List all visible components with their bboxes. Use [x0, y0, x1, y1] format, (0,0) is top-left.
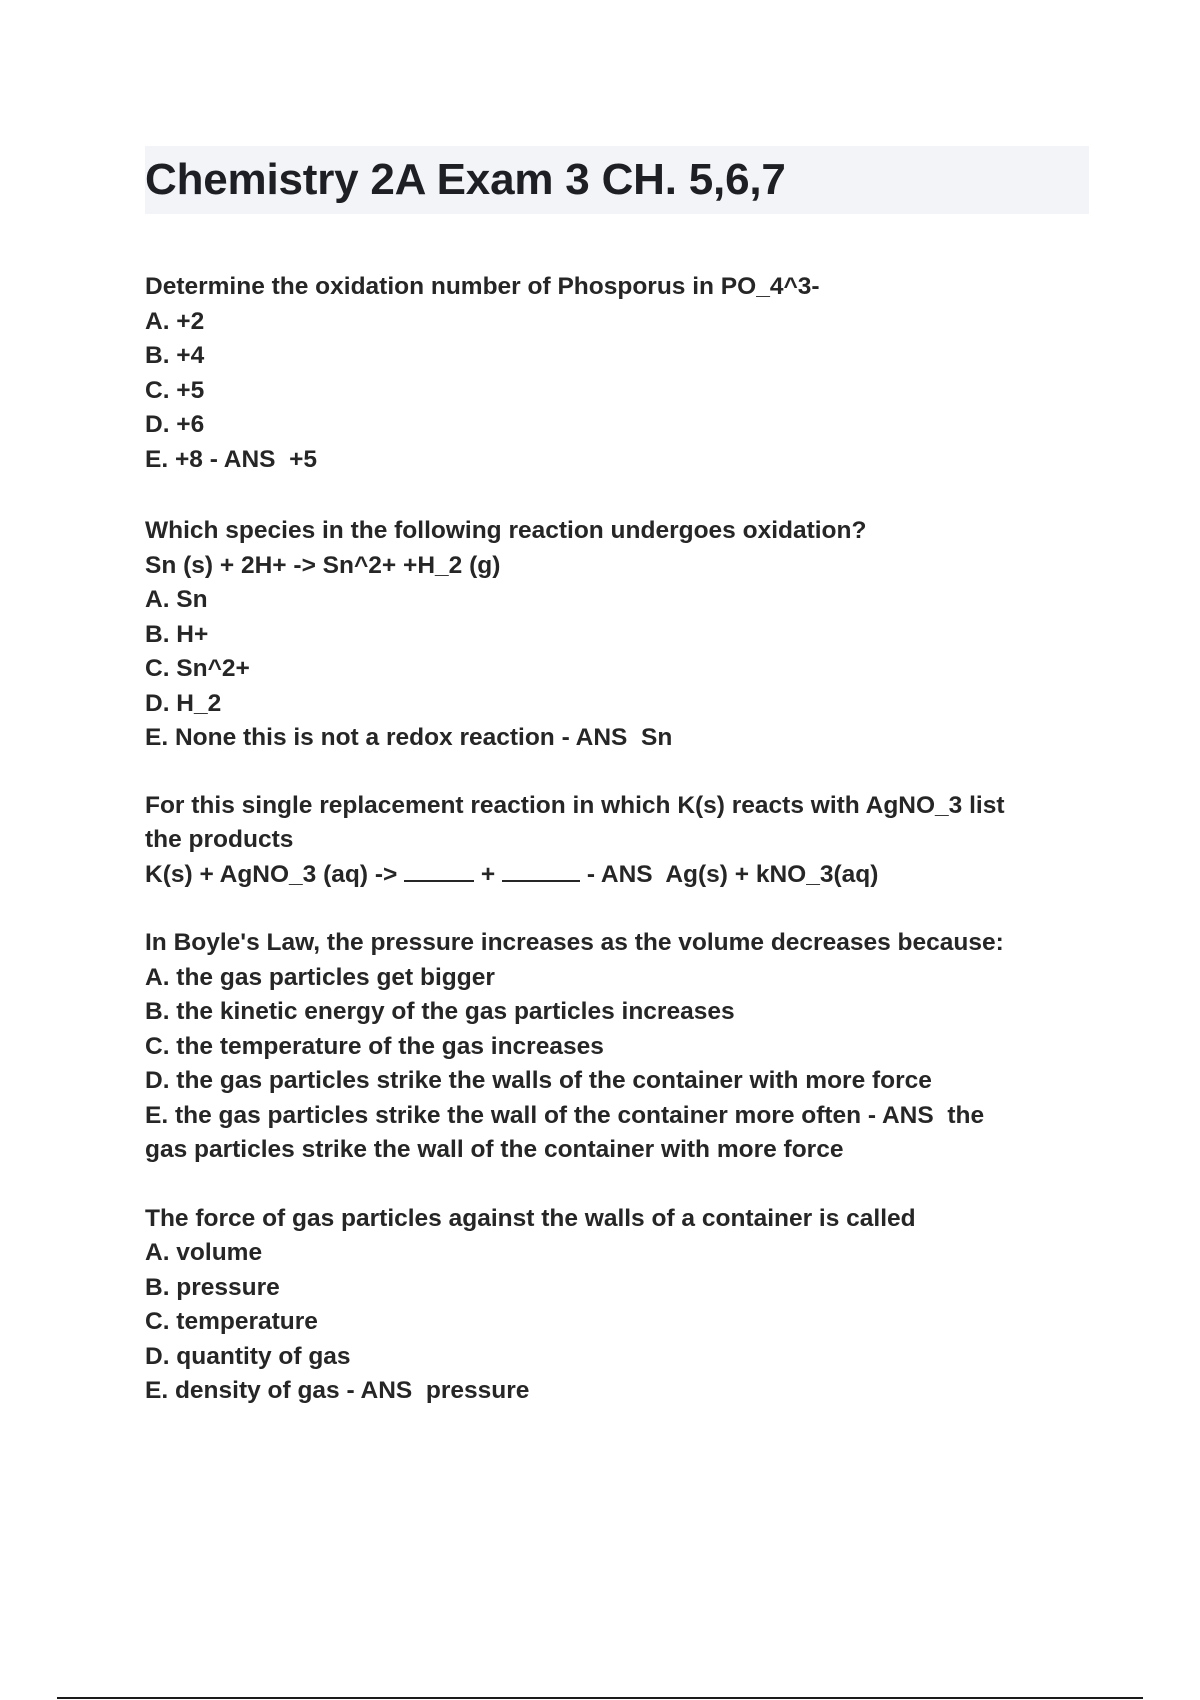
- question-1-prompt: Determine the oxidation number of Phosporus in PO_4^3-: [145, 273, 820, 300]
- question-2-option-b: B. H+: [145, 620, 209, 648]
- answer-blank-2: [502, 860, 580, 882]
- question-4-option-c: C. the temperature of the gas increases: [145, 1032, 604, 1060]
- question-5-option-d: D. quantity of gas: [145, 1342, 351, 1370]
- question-4-option-e-answer-line-2: gas particles strike the wall of the container with more force: [145, 1136, 844, 1163]
- question-5-prompt: The force of gas particles against the walls of a container is called: [145, 1204, 916, 1232]
- question-5: [145, 1202, 1085, 1409]
- question-3-answer: - ANS Ag(s) + kNO_3(aq): [580, 860, 879, 888]
- question-1-option-d: D. +6: [145, 411, 205, 438]
- question-3-equation: [145, 858, 1085, 893]
- question-2-equation: Sn (s) + 2H+ -> Sn^2+ +H_2 (g): [145, 551, 501, 579]
- question-2-option-e-answer: E. None this is not a redox reaction - ANS Sn: [145, 724, 673, 751]
- question-4-option-b: B. the kinetic energy of the gas particles increases: [145, 998, 735, 1025]
- question-4-option-a: A. the gas particles get bigger: [145, 963, 495, 991]
- question-4-prompt: In Boyle's Law, the pressure increases as the volume decreases because:: [145, 929, 1004, 956]
- question-list: [145, 270, 1085, 1409]
- question-2-option-c: C. Sn^2+: [145, 655, 250, 682]
- question-5-option-b: B. pressure: [145, 1273, 280, 1301]
- question-2-option-d: D. H_2: [145, 689, 222, 717]
- question-3-equation-plus: +: [474, 860, 503, 888]
- question-1-option-e-answer: E. +8 - ANS +5: [145, 445, 318, 473]
- document-title: Chemistry 2A Exam 3 CH. 5,6,7: [145, 155, 786, 204]
- question-2-option-a: A. Sn: [145, 586, 208, 613]
- question-3-prompt-line-2: the products: [145, 826, 294, 853]
- question-2: [145, 514, 1085, 756]
- question-4-option-e-answer-line-1: E. the gas particles strike the wall of the container more often - ANS the: [145, 1101, 985, 1129]
- question-3: [145, 789, 1085, 893]
- question-1-option-b: B. +4: [145, 342, 205, 369]
- question-1-option-c: C. +5: [145, 376, 205, 404]
- answer-blank-1: [404, 860, 474, 882]
- question-5-option-e-answer: E. density of gas - ANS pressure: [145, 1377, 530, 1404]
- question-1: [145, 270, 1085, 477]
- question-5-option-a: A. volume: [145, 1239, 263, 1266]
- question-4-option-d: D. the gas particles strike the walls of the container with more force: [145, 1067, 932, 1094]
- question-3-prompt-line-1: For this single replacement reaction in which K(s) reacts with AgNO_3 list: [145, 791, 1005, 819]
- question-2-prompt: Which species in the following reaction undergoes oxidation?: [145, 517, 867, 544]
- title-banner: [145, 146, 1089, 214]
- question-1-option-a: A. +2: [145, 307, 205, 335]
- page-bottom-divider: [57, 1697, 1143, 1699]
- question-5-option-c: C. temperature: [145, 1308, 318, 1335]
- question-3-equation-start: K(s) + AgNO_3 (aq) ->: [145, 860, 405, 888]
- question-4: [145, 926, 1085, 1168]
